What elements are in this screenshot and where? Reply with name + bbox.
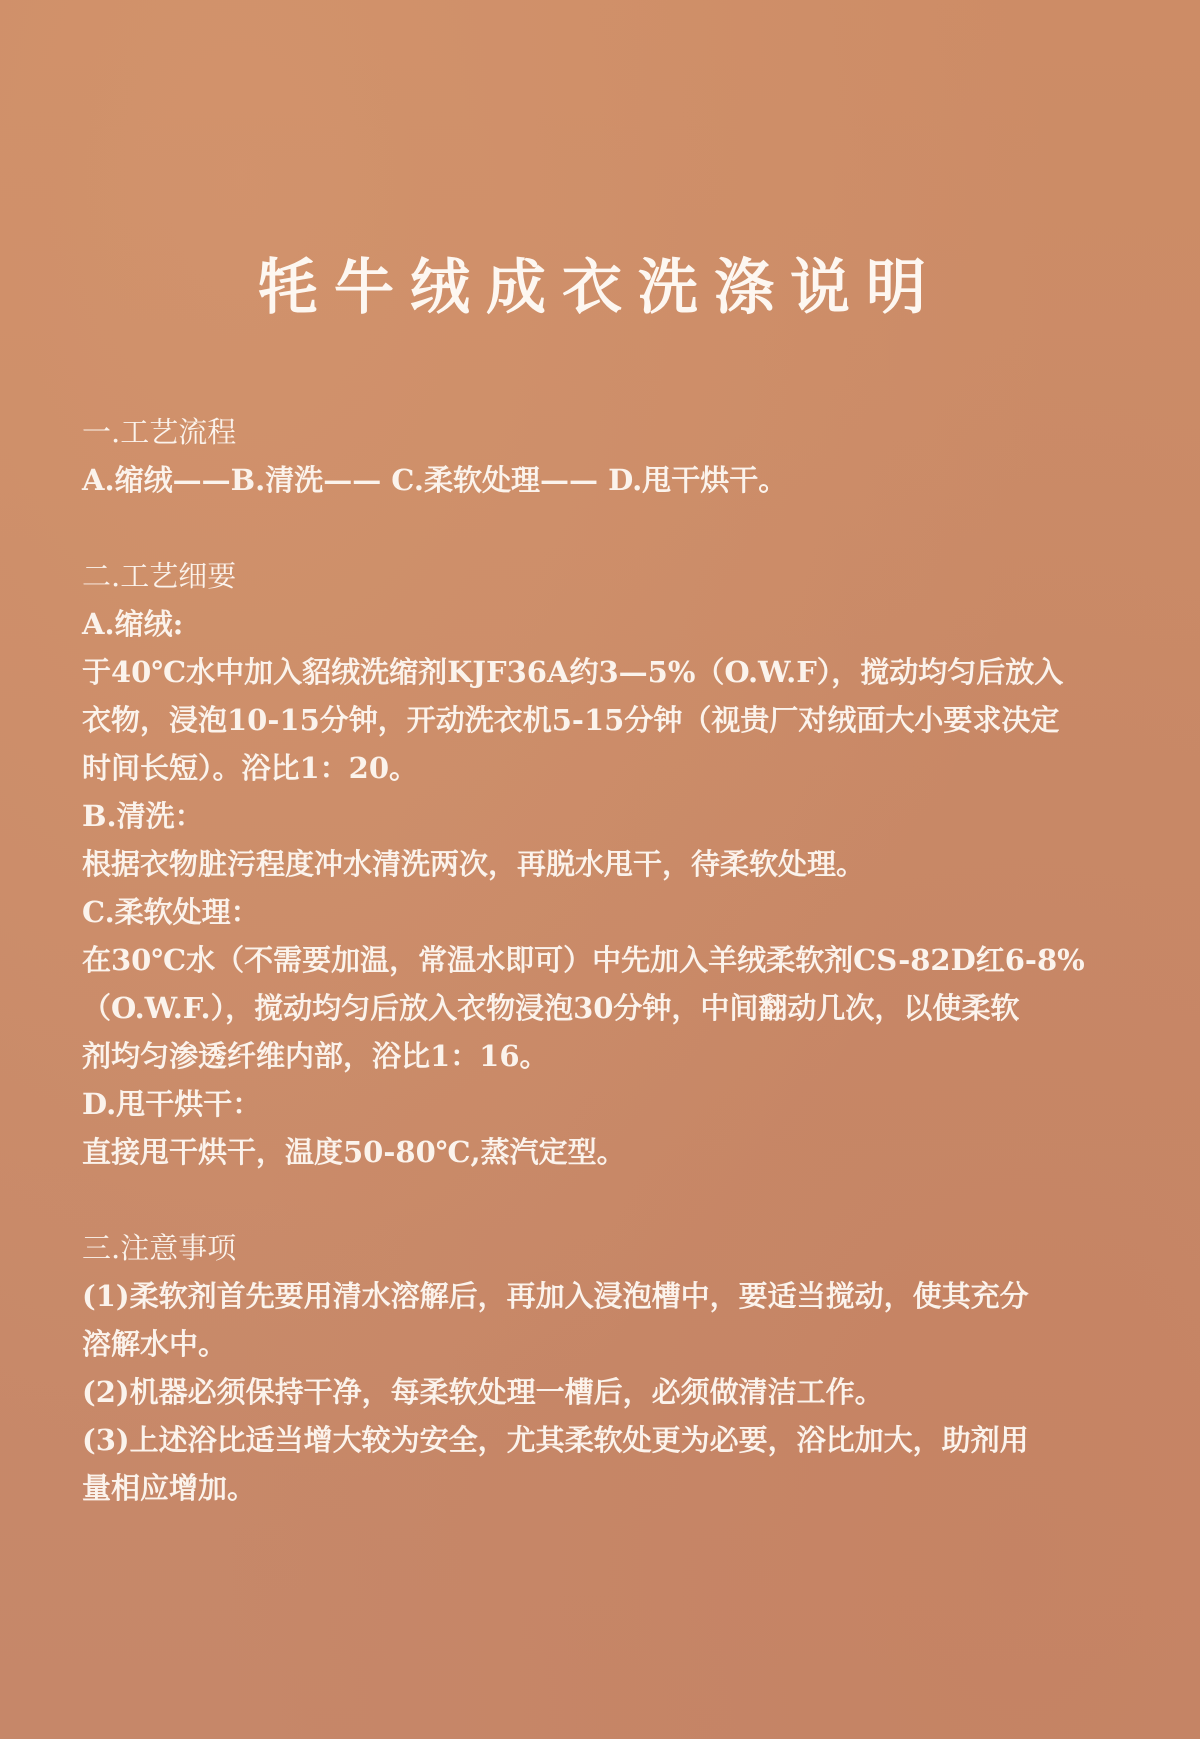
section-2-heading: 二.工艺细要	[82, 559, 237, 593]
spacer	[82, 1176, 1122, 1224]
step-a-line: 时间长短）。浴比1：20。	[82, 751, 419, 785]
step-d-line: 直接甩干烘干，温度50-80℃,蒸汽定型。	[82, 1135, 626, 1169]
notice-line: (2)机器必须保持干净，每柔软处理一槽后，必须做清洁工作。	[82, 1375, 884, 1409]
step-a-line: 于40℃水中加入貂绒洗缩剂KJF36A约3—5%（O.W.F），搅动均匀后放入	[82, 655, 1064, 689]
step-c-line: 剂均匀渗透纤维内部，浴比1：16。	[82, 1039, 549, 1073]
notice-line: 量相应增加。	[82, 1471, 257, 1505]
step-c-line: （O.W.F.），搅动均匀后放入衣物浸泡30分钟，中间翻动几次，以使柔软	[82, 991, 1020, 1025]
notice-line: (3)上述浴比适当增大较为安全，尤其柔软处更为必要，浴比加大，助剂用	[82, 1423, 1029, 1457]
process-flow-text: A.缩绒——B.清洗—— C.柔软处理—— D.甩干烘干。	[82, 463, 788, 497]
step-b-line: 根据衣物脏污程度冲水清洗两次，再脱水甩干，待柔软处理。	[82, 847, 866, 881]
step-c-label: C.柔软处理：	[82, 895, 260, 929]
step-c-line: 在30℃水（不需要加温，常温水即可）中先加入羊绒柔软剂CS-82D红6-8%	[82, 943, 1085, 977]
instruction-content	[82, 408, 1122, 1512]
step-a-label: A.缩绒:	[82, 607, 184, 641]
notice-line: 溶解水中。	[82, 1327, 228, 1361]
step-b-label: B.清洗：	[82, 799, 204, 833]
spacer	[82, 504, 1122, 552]
section-1-heading: 一.工艺流程	[82, 415, 237, 449]
page-title: 牦牛绒成衣洗涤说明	[258, 253, 942, 323]
section-3-heading: 三.注意事项	[82, 1231, 237, 1265]
notice-line: (1)柔软剂首先要用清水溶解后，再加入浸泡槽中，要适当搅动，使其充分	[82, 1279, 1029, 1313]
step-d-label: D.甩干烘干：	[82, 1087, 262, 1121]
step-a-line: 衣物，浸泡10-15分钟，开动洗衣机5-15分钟（视贵厂对绒面大小要求决定	[82, 703, 1060, 737]
